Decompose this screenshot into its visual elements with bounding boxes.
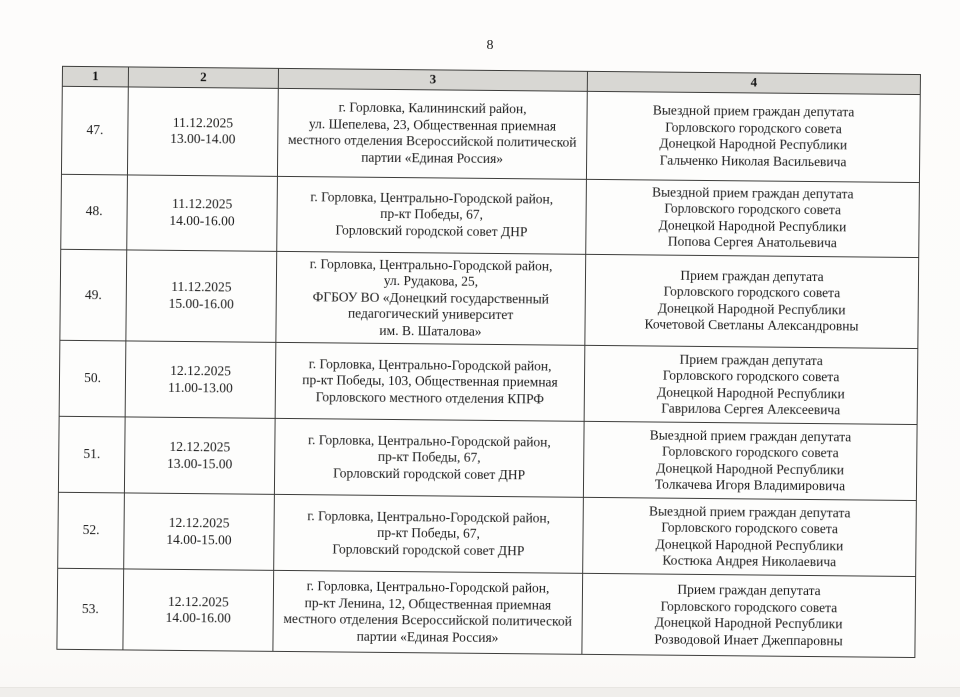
text-line: Донецкой Народной Республики: [655, 536, 844, 553]
text-line: г. Горловка, Центрально-Городской район,: [310, 188, 554, 207]
row-number-cell: [58, 492, 125, 569]
text-line: г. Горловка, Калининский район,: [338, 99, 527, 117]
address-cell: [273, 570, 583, 654]
row-date: 11.12.2025: [171, 279, 232, 295]
text-line: г. Горловка, Центрально-Городской район,: [307, 431, 551, 450]
row-number: 50.: [83, 370, 102, 386]
text-line: г. Горловка, Центрально-Городской район,: [309, 255, 553, 274]
table-row: [61, 86, 920, 182]
description-cell: [586, 179, 920, 257]
description-cell: [584, 345, 918, 424]
row-date: 11.12.2025: [172, 114, 234, 130]
address-cell: [276, 251, 586, 345]
text-line: Прием граждан депутата: [679, 351, 823, 368]
row-time: 13.00-15.00: [166, 455, 233, 471]
row-time: 11.00-13.00: [167, 379, 233, 395]
address-cell: [274, 494, 584, 573]
row-date: 11.12.2025: [171, 195, 233, 212]
text-line: ул. Шепелева, 23, Общественная приемная: [308, 115, 557, 134]
datetime-cell: [124, 493, 275, 570]
datetime-cell: [126, 249, 277, 342]
address-cell: [277, 88, 587, 179]
text-line: Выездной прием граждан депутата: [652, 102, 855, 120]
text-line: Горловский городской совет ДНР: [332, 541, 525, 559]
text-line: пр-кт Победы, 67,: [377, 525, 480, 542]
page-edge-shadow: [0, 687, 960, 697]
row-number-cell: [58, 416, 125, 493]
schedule-table-wrapper: [56, 66, 920, 658]
text-line: Донецкой Народной Республики: [654, 614, 843, 632]
datetime-cell: [127, 86, 278, 175]
row-number-cell: [60, 249, 127, 341]
description-cell: [583, 497, 917, 576]
text-line: местного отделения Всероссийской политической: [287, 131, 577, 150]
text-line: Горловского городского совета: [663, 283, 841, 301]
text-line: Горловского местного отделения КПРФ: [315, 389, 545, 407]
row-time: 13.00-14.00: [170, 130, 236, 147]
text-line: Горловского городского совета: [664, 200, 842, 218]
text-line: Донецкой Народной Республики: [658, 217, 847, 234]
table-body: [57, 86, 920, 658]
description-cell: [586, 91, 920, 182]
text-line: Выездной прием граждан депутата: [648, 502, 851, 520]
text-line: Горловский городской совет ДНР: [333, 465, 526, 483]
text-line: партии «Единая Россия»: [356, 628, 499, 645]
text-line: Донецкой Народной Республики: [656, 460, 845, 477]
datetime-cell: [124, 417, 275, 494]
text-line: местного отделения Всероссийской политической: [283, 610, 572, 629]
text-line: г. Горловка, Центрально-Городской район,: [307, 507, 551, 526]
text-line: Гаврилова Сергея Алексеевича: [661, 400, 841, 418]
text-line: Попова Сергея Анатольевича: [667, 233, 837, 251]
description-cell: [582, 573, 916, 657]
row-date: 12.12.2025: [168, 514, 230, 531]
text-line: пр-кт Ленина, 12, Общественная приемная: [304, 594, 552, 613]
text-line: г. Горловка, Центрально-Городской район,: [308, 355, 552, 374]
row-date: 12.12.2025: [167, 593, 229, 609]
address-cell: [277, 176, 587, 254]
text-line: ФГБОУ ВО «Донецкий государственный: [312, 288, 549, 306]
text-line: Выездной прием граждан депутата: [651, 183, 854, 201]
table-row: [58, 416, 917, 500]
text-line: Горловского городского совета: [665, 119, 842, 136]
row-time: 14.00-16.00: [165, 609, 231, 626]
text-line: Гальченко Николая Васильевича: [659, 152, 847, 169]
reception-schedule-table: [56, 66, 921, 658]
text-line: Прием граждан депутата: [680, 267, 824, 284]
table-row: [61, 174, 920, 257]
text-line: Выездной прием граждан депутата: [649, 426, 852, 444]
row-number-cell: [59, 340, 126, 417]
header-col-1: 1: [62, 66, 128, 86]
row-number: 51.: [83, 446, 101, 462]
text-line: Горловского городского совета: [662, 367, 840, 385]
text-line: пр-кт Победы, 103, Общественная приемная: [302, 372, 558, 390]
row-time: 14.00-15.00: [166, 531, 232, 547]
row-time: 15.00-16.00: [168, 295, 234, 312]
description-cell: [583, 421, 917, 500]
row-number: 52.: [82, 522, 100, 538]
address-cell: [275, 342, 585, 421]
row-number-cell: [57, 568, 124, 650]
text-line: Горловского городского совета: [661, 519, 838, 537]
text-line: г. Горловка, Центрально-Городской район,: [306, 578, 550, 596]
text-line: Донецкой Народной Республики: [657, 300, 846, 318]
datetime-cell: [123, 569, 274, 651]
text-line: Донецкой Народной Республики: [659, 135, 848, 153]
row-number: 47.: [86, 121, 104, 137]
text-line: им. В. Шаталова»: [379, 322, 482, 339]
header-col-2: 2: [128, 67, 278, 88]
table-row: [60, 249, 919, 349]
text-line: Донецкой Народной Республики: [657, 384, 845, 401]
page-number: 8: [486, 38, 494, 53]
row-time: 14.00-16.00: [169, 212, 235, 228]
text-line: ул. Рудакова, 25,: [383, 272, 479, 289]
row-number: 53.: [81, 600, 99, 616]
address-cell: [274, 418, 584, 497]
row-number-cell: [61, 174, 128, 250]
table-row: [58, 492, 917, 576]
row-number: 49.: [84, 286, 102, 302]
text-line: Горловского городского совета: [660, 598, 838, 615]
header-col-4: 4: [587, 71, 920, 94]
text-line: Толкачева Игоря Владимировича: [654, 476, 846, 494]
text-line: Прием граждан депутата: [677, 581, 821, 599]
row-date: 12.12.2025: [169, 438, 231, 455]
text-line: пр-кт Победы, 67,: [380, 206, 484, 223]
text-line: Розводовой Инает Джеппаровны: [654, 631, 843, 648]
text-line: Костюка Андрея Николаевича: [662, 552, 837, 570]
text-line: Горловский городской совет ДНР: [335, 222, 528, 240]
row-number: 48.: [85, 203, 103, 219]
text-line: партии «Единая Россия»: [361, 149, 504, 166]
table-row: [57, 568, 916, 657]
row-date: 12.12.2025: [170, 362, 232, 379]
text-line: педагогический университет: [347, 305, 514, 323]
text-line: Горловского городского совета: [661, 443, 839, 461]
text-line: пр-кт Победы, 67,: [377, 449, 481, 466]
header-col-3: 3: [278, 68, 587, 90]
table-row: [59, 340, 918, 424]
text-line: Кочетовой Светланы Александровны: [644, 316, 859, 334]
datetime-cell: [125, 341, 276, 418]
row-number-cell: [61, 86, 128, 175]
datetime-cell: [127, 174, 278, 250]
description-cell: [585, 254, 919, 349]
